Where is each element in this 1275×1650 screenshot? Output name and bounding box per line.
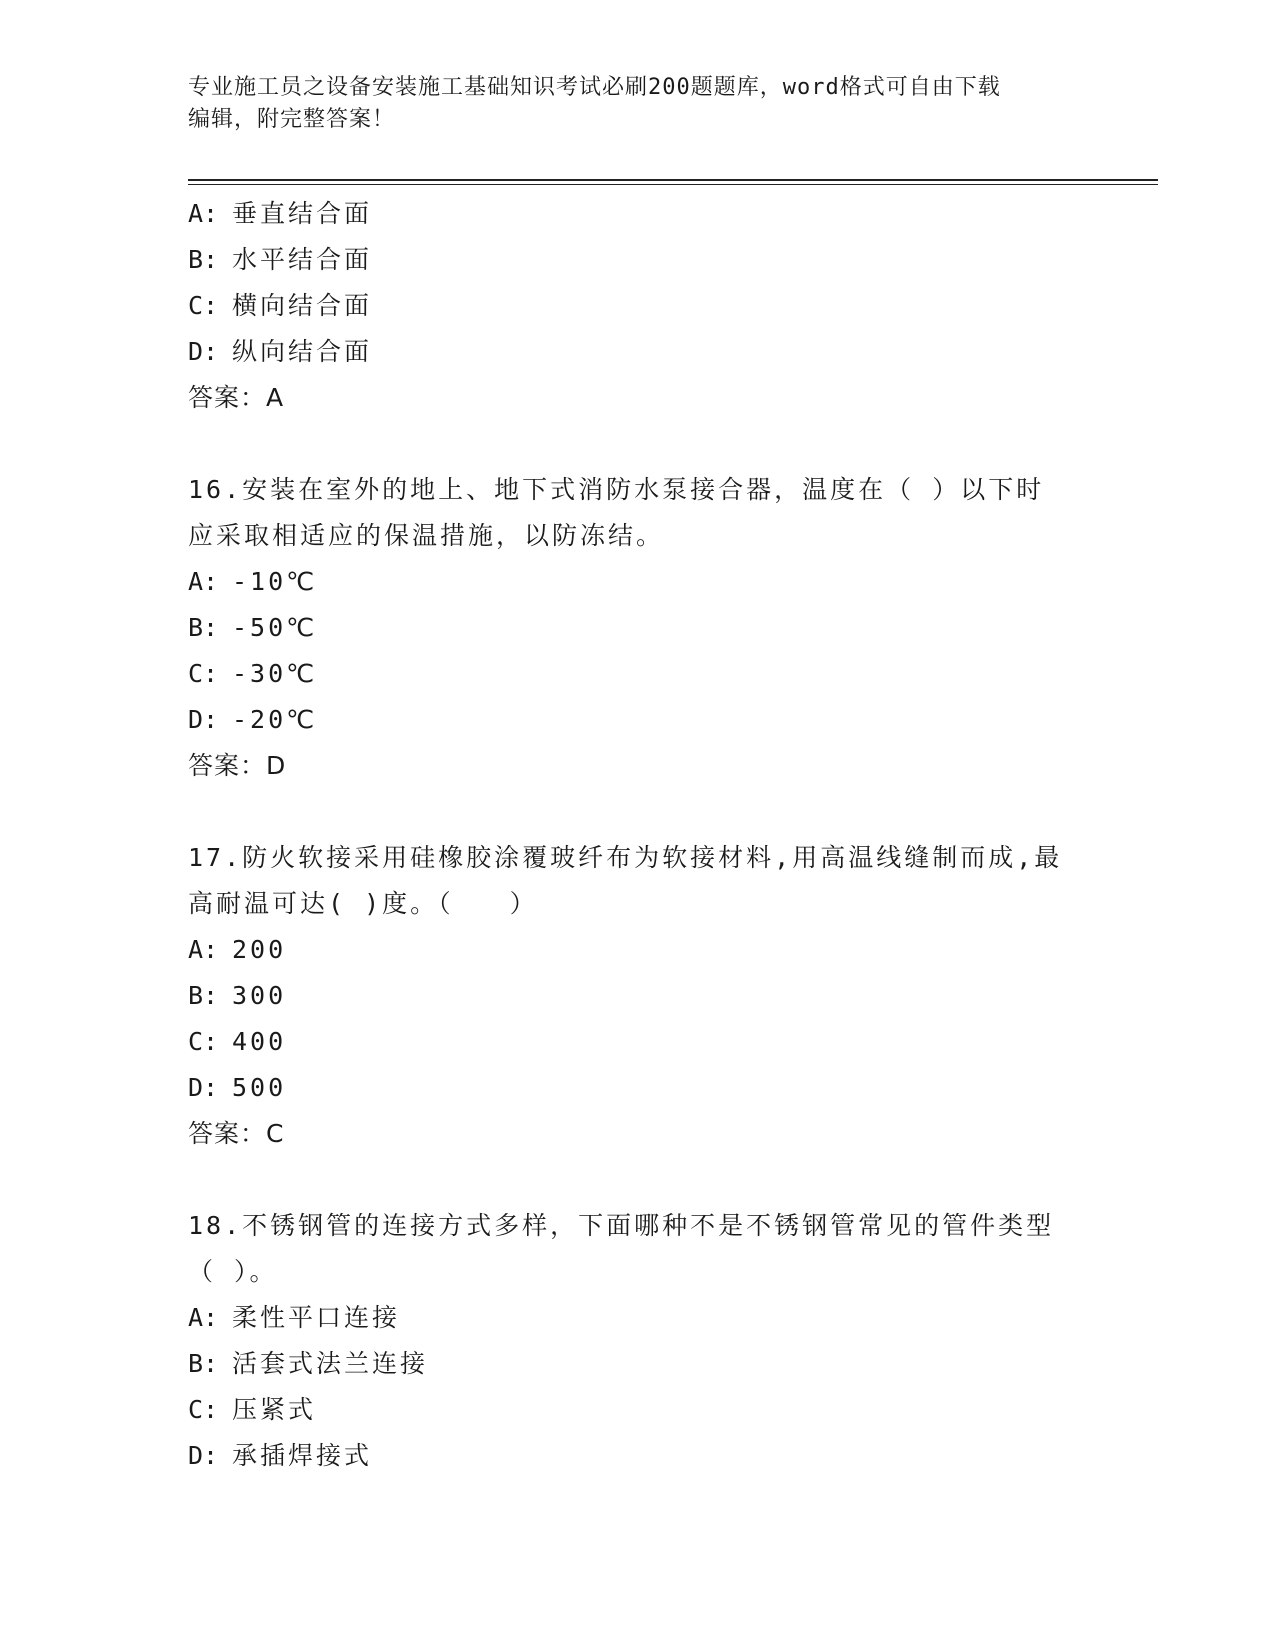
header-line-2: 编辑，附完整答案！ [188, 107, 396, 132]
option-b: B: 水平结合面 [188, 245, 373, 274]
option-a: A: 200 [188, 935, 287, 964]
option-b: B: -50℃ [188, 613, 318, 642]
document-header [188, 72, 1088, 136]
option-a: A: -10℃ [188, 567, 318, 596]
header-divider-thin [188, 184, 1158, 185]
header-line-1: 专业施工员之设备安装施工基础知识考试必刷200题题库，word格式可自由下载 [188, 75, 1001, 100]
option-b: B: 300 [188, 981, 287, 1010]
question-text-line-1: 17.防火软接采用硅橡胶涂覆玻纤布为软接材料,用高温线缝制而成,最 [188, 843, 1063, 872]
question-15 [188, 191, 1088, 421]
option-b: B: 活套式法兰连接 [188, 1349, 429, 1378]
option-d: D: 500 [188, 1073, 287, 1102]
option-c: C: -30℃ [188, 659, 318, 688]
option-d: D: -20℃ [188, 705, 318, 734]
option-d: D: 纵向结合面 [188, 337, 373, 366]
question-17 [188, 835, 1088, 1157]
question-text-line-1: 16.安装在室外的地上、地下式消防水泵接合器，温度在（ ）以下时 [188, 475, 1045, 504]
question-18 [188, 1203, 1088, 1479]
option-c: C: 400 [188, 1027, 287, 1056]
header-divider-thick [188, 179, 1158, 181]
answer-line: 答案：C [188, 1119, 285, 1148]
answer-line: 答案：A [188, 383, 285, 412]
option-a: A: 柔性平口连接 [188, 1303, 401, 1332]
question-text-line-2: 高耐温可达( )度。（ ） [188, 889, 538, 918]
option-c: C: 横向结合面 [188, 291, 373, 320]
option-c: C: 压紧式 [188, 1395, 317, 1424]
question-list [188, 191, 1088, 1479]
option-a: A: 垂直结合面 [188, 199, 373, 228]
question-text-line-2: 应采取相适应的保温措施，以防冻结。 [188, 521, 665, 550]
question-text-line-1: 18.不锈钢管的连接方式多样，下面哪种不是不锈钢管常见的管件类型 [188, 1211, 1055, 1240]
option-d: D: 承插焊接式 [188, 1441, 373, 1470]
question-16 [188, 467, 1088, 789]
answer-line: 答案：D [188, 751, 287, 780]
question-text-line-2: （ ）。 [188, 1257, 278, 1286]
